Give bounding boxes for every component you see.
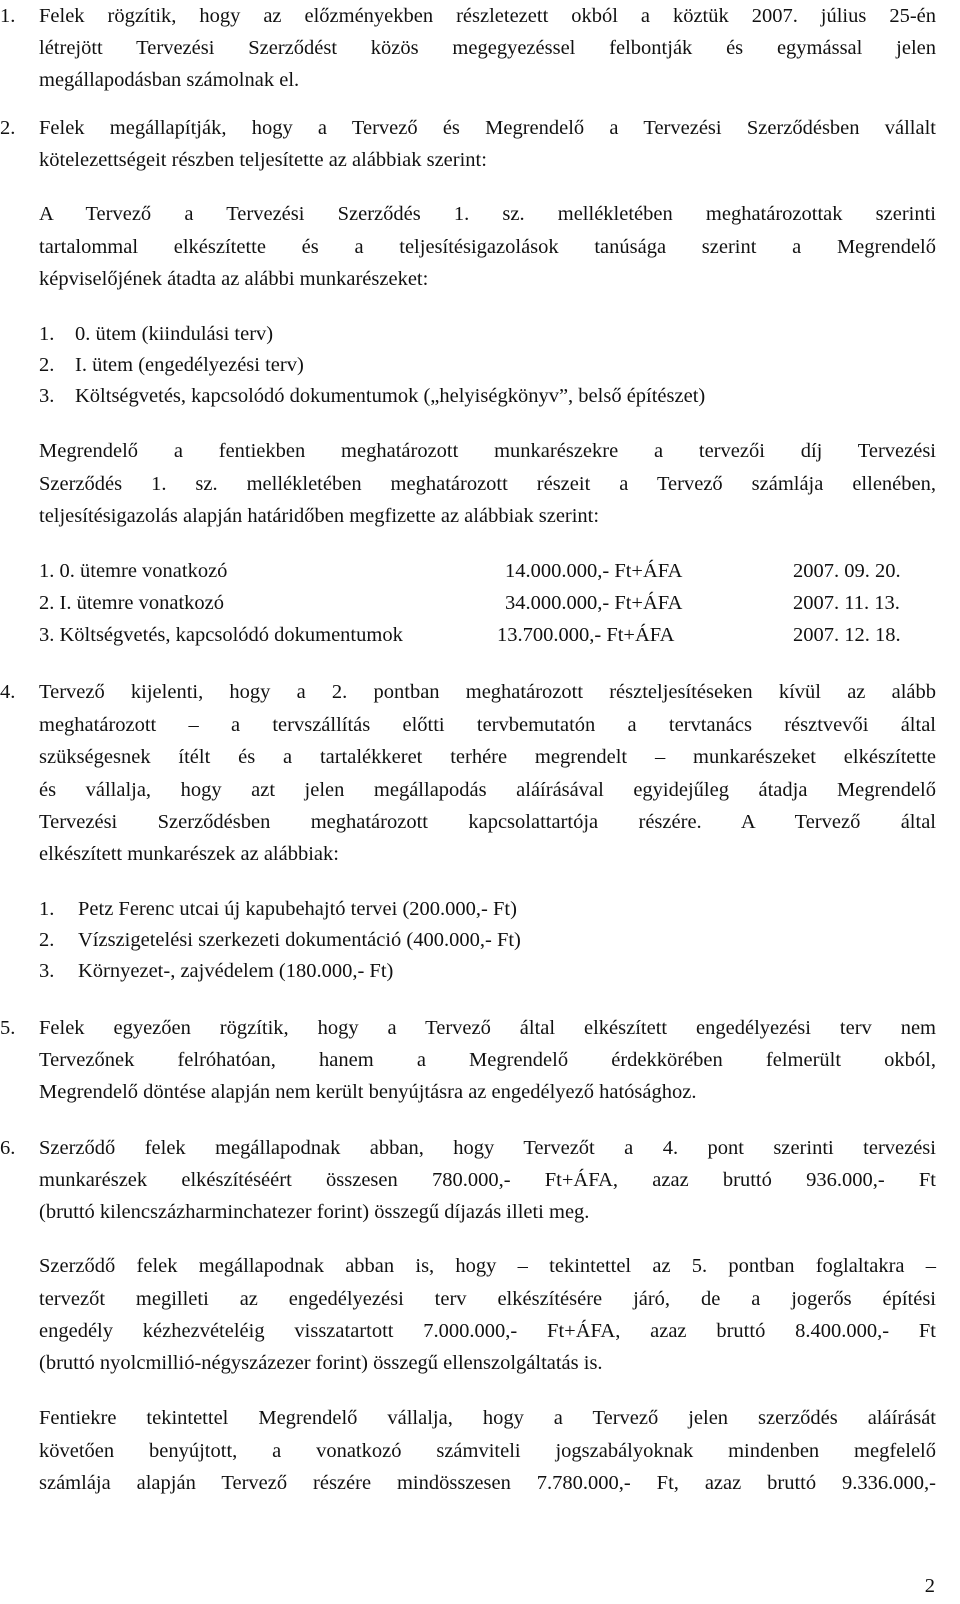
payment-date: 2007. 09. 20. xyxy=(793,560,901,582)
payment-date: 2007. 11. 13. xyxy=(793,592,900,614)
list-item: Környezet-, zajvédelem (180.000,- Ft) xyxy=(78,960,394,982)
item-1-line: megállapodásban számolnak el. xyxy=(39,69,300,91)
item-5-line: Felek egyezően rögzítik, hogy a Tervező által elkészített engedélyezési terv nem xyxy=(39,1017,936,1039)
item-2-paragraph-line: A Tervező a Tervezési Szerződés 1. sz. mellékletében meghatározottak szerinti xyxy=(39,203,936,225)
item-6-paragraph-line: követően benyújtott, a vonatkozó számviteli jogszabályoknak mindenben megfelelő xyxy=(39,1440,936,1462)
item-6-paragraph-line: számlája alapján Tervező részére mindösszesen 7.780.000,- Ft, azaz bruttó 9.336.000,- xyxy=(39,1472,936,1494)
payment-label: 2. I. ütemre vonatkozó xyxy=(39,592,225,614)
list-item-number: 3. xyxy=(39,385,55,407)
list-item: Petz Ferenc utcai új kapubehajtó tervei (200.000,- Ft) xyxy=(78,898,517,920)
item-6-paragraph-line: (bruttó nyolcmillió-négyszázezer forint) összegű ellenszolgáltatás is. xyxy=(39,1352,603,1374)
list-item-number: 1. xyxy=(39,323,55,345)
item-2-paragraph-line: tartalommal elkészítette és a teljesítésigazolások tanúsága szerint a Megrendelő xyxy=(39,236,936,258)
list-item: Vízszigetelési szerkezeti dokumentáció (400.000,- Ft) xyxy=(78,929,521,951)
item-2-paragraph-line: képviselőjének átadta az alábbi munkarészeket: xyxy=(39,268,429,290)
item-1-line: létrejött Tervezési Szerződést közös megegyezéssel felbontják és egymással jelen xyxy=(39,37,936,59)
item-4-line: Tervező kijelenti, hogy a 2. pontban meghatározott részteljesítéseken kívül az alább xyxy=(39,681,936,703)
item-5-number: 5. xyxy=(0,1017,16,1039)
list-item-number: 1. xyxy=(39,898,55,920)
item-6-paragraph-line: Fentiekre tekintettel Megrendelő vállalja, hogy a Tervező jelen szerződés aláírását xyxy=(39,1407,936,1429)
item-4-line: és vállalja, hogy azt jelen megállapodás aláírásával egyidejűleg átadja Megrendelő xyxy=(39,779,936,801)
payment-date: 2007. 12. 18. xyxy=(793,624,901,646)
item-1-number: 1. xyxy=(0,5,16,27)
payment-amount: 14.000.000,- Ft+ÁFA xyxy=(505,560,683,582)
payment-label: 1. 0. ütemre vonatkozó xyxy=(39,560,228,582)
item-1-line: Felek rögzítik, hogy az előzményekben részletezett okból a köztük 2007. július 25-én xyxy=(39,5,936,27)
item-2-paragraph-line: Szerződés 1. sz. mellékletében meghatározott részeit a Tervező számlája ellenében, xyxy=(39,473,936,495)
payment-amount: 13.700.000,- Ft+ÁFA xyxy=(497,624,675,646)
item-4-line: Tervezési Szerződésben meghatározott kapcsolattartója részére. A Tervező által xyxy=(39,811,936,833)
item-5-line: Tervezőnek felróhatóan, hanem a Megrendelő érdekkörében felmerült okból, xyxy=(39,1049,936,1071)
item-6-paragraph-line: tervezőt megilleti az engedélyezési terv elkészítésére járó, de a jogerős építési xyxy=(39,1288,936,1310)
item-2-line: Felek megállapítják, hogy a Tervező és Megrendelő a Tervezési Szerződésben vállalt xyxy=(39,117,936,139)
item-4-line: szükségesnek ítélt és a tartalékkeret terhére megrendelt – munkarészeket elkészítette xyxy=(39,746,936,768)
item-6-line: (bruttó kilencszázharminchatezer forint) összegű díjazás illeti meg. xyxy=(39,1201,590,1223)
list-item-number: 2. xyxy=(39,929,55,951)
item-2-paragraph-line: Megrendelő a fentiekben meghatározott munkarészekre a tervezői díj Tervezési xyxy=(39,440,936,462)
item-6-number: 6. xyxy=(0,1137,16,1159)
page-number: 2 xyxy=(924,1575,935,1597)
payment-amount: 34.000.000,- Ft+ÁFA xyxy=(505,592,683,614)
item-6-paragraph-line: Szerződő felek megállapodnak abban is, hogy – tekintettel az 5. pontban foglaltakra – xyxy=(39,1255,936,1277)
list-item: 0. ütem (kiindulási terv) xyxy=(75,323,274,345)
item-4-line: elkészített munkarészek az alábbiak: xyxy=(39,843,339,865)
item-6-line: Szerződő felek megállapodnak abban, hogy Tervezőt a 4. pont szerinti tervezési xyxy=(39,1137,936,1159)
item-2-paragraph-line: teljesítésigazolás alapján határidőben megfizette az alábbiak szerint: xyxy=(39,505,600,527)
item-4-line: meghatározott – a tervszállítás előtti tervbemutatón a tervtanács résztvevői által xyxy=(39,714,936,736)
payment-label: 3. Költségvetés, kapcsolódó dokumentumok xyxy=(39,624,403,646)
item-5-line: Megrendelő döntése alapján nem került benyújtásra az engedélyező hatósághoz. xyxy=(39,1081,697,1103)
item-6-paragraph-line: engedély kézhezvételéig visszatartott 7.000.000,- Ft+ÁFA, azaz bruttó 8.400.000,- Ft xyxy=(39,1320,936,1342)
list-item: Költségvetés, kapcsolódó dokumentumok („helyiségkönyv”, belső építészet) xyxy=(75,385,706,407)
list-item: I. ütem (engedélyezési terv) xyxy=(75,354,304,376)
item-2-line: kötelezettségeit részben teljesítette az alábbiak szerint: xyxy=(39,149,487,171)
item-2-number: 2. xyxy=(0,117,16,139)
item-6-line: munkarészek elkészítéséért összesen 780.000,- Ft+ÁFA, azaz bruttó 936.000,- Ft xyxy=(39,1169,936,1191)
list-item-number: 3. xyxy=(39,960,55,982)
list-item-number: 2. xyxy=(39,354,55,376)
item-4-number: 4. xyxy=(0,681,16,703)
